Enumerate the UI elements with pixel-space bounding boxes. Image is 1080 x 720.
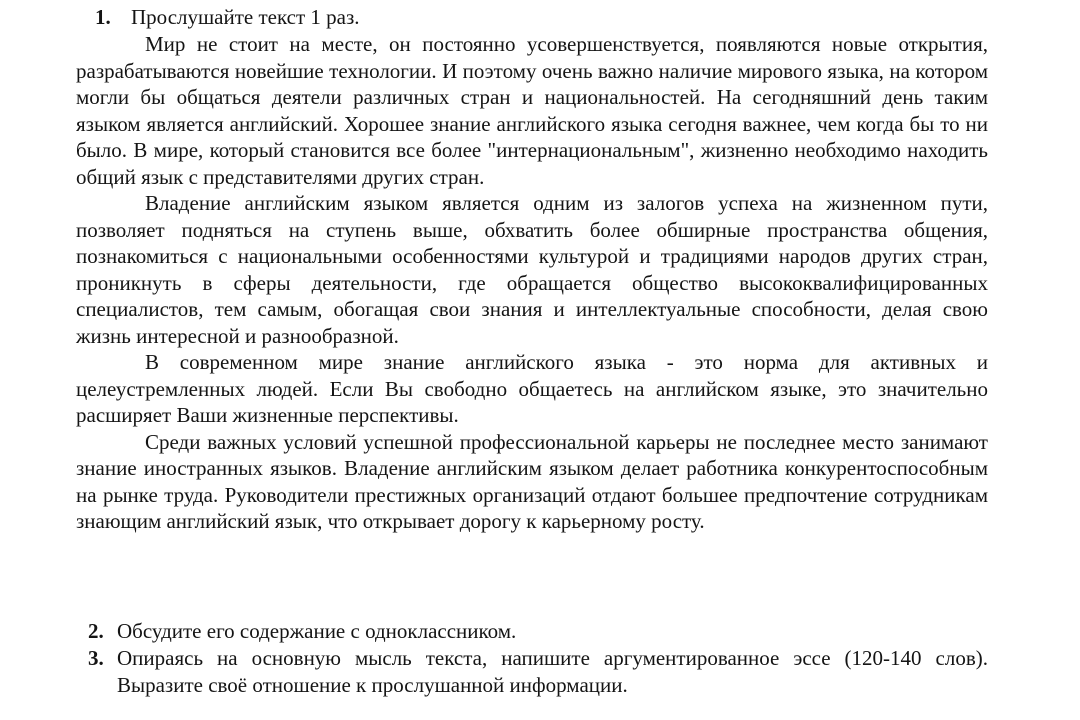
task-2-number: 2. [88,619,104,643]
task-1-title: Прослушайте текст 1 раз. [131,5,360,29]
task-3-text: Опираясь на основную мысль текста, напишите аргументированное эссе (120-140 слов). Выразите своё отношение к прослушанной информации. [117,646,988,697]
task-1-number: 1. [95,5,111,29]
task-2-text: Обсудите его содержание с одноклассником. [117,619,517,643]
text-paragraph-3: В современном мире знание английского языка - это норма для активных и целеустремленных людей. Если Вы свободно общаетесь на английском языке, это значительно расширяет Ваши жизненные перспективы. [76,350,988,427]
text-paragraph-1: Мир не стоит на месте, он постоянно усовершенствуется, появляются новые открытия, разрабатываются новейшие технологии. И поэтому очень важно наличие мирового языка, на котором могли бы общаться деятели различных стран и национальностей. На сегодняшний день таким языком является английский. Хорошее знание английского языка сегодня важнее, чем когда бы то ни было. В мире, который становится все более "интернациональным", жизненно необходимо находить общий язык с представителями других стран. [76,32,988,189]
text-paragraph-2: Владение английским языком является одним из залогов успеха на жизненном пути, позволяет подняться на ступень выше, обхватить более обширные пространства общения, познакомиться с национальными особенностями культурой и традициями народов других стран, проникнуть в сферы деятельности, где обращается общество высококвалифицированных специалистов, тем самым, обогащая свои знания и интеллектуальные способности, делая свою жизнь интересной и разнообразной. [76,191,988,348]
listening-text [76,31,988,535]
task-3-number: 3. [88,646,104,670]
text-paragraph-4: Среди важных условий успешной профессиональной карьеры не последнее место занимают знание иностранных языков. Владение английским языком делает работника конкурентоспособным на рынке труда. Руководители престижных организаций отдают большее предпочтение сотрудникам знающим английский язык, что открывает дорогу к карьерному росту. [76,429,988,533]
